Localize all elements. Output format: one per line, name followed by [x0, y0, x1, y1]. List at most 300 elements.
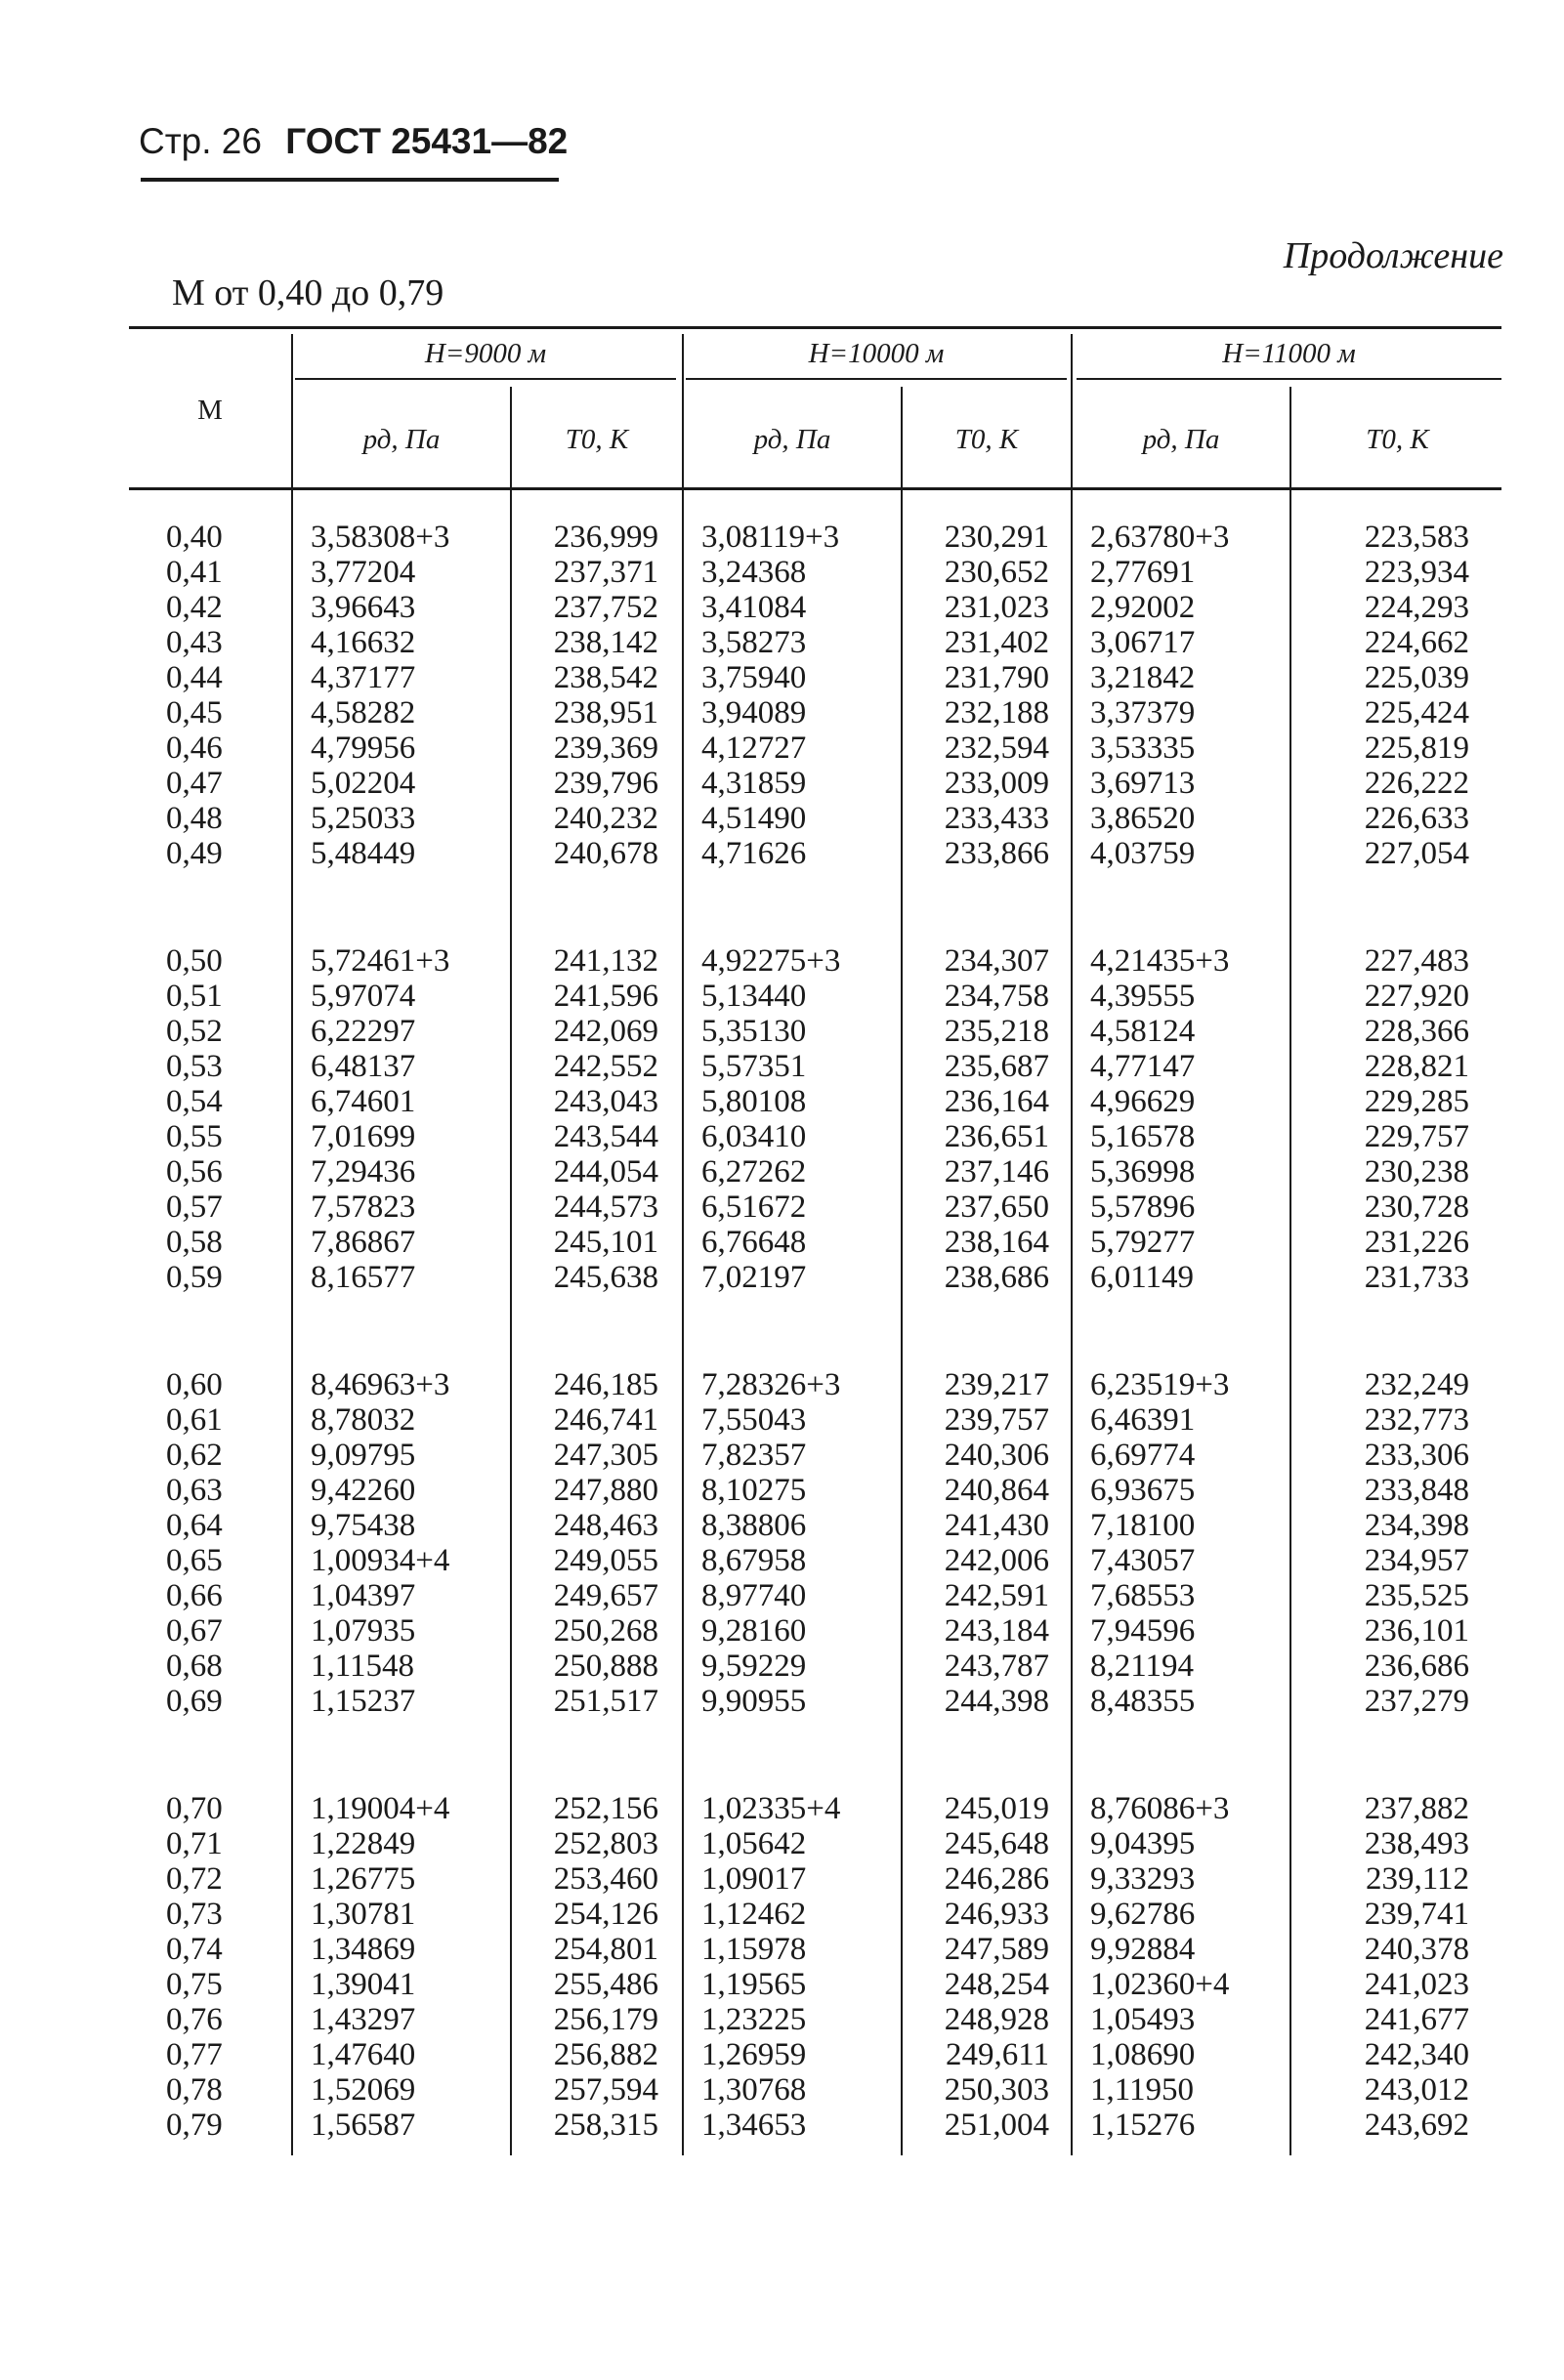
pressure-cell: 7,29436 — [311, 1154, 416, 1190]
temperature-cell: 237,146 — [944, 1154, 1049, 1190]
temperature-cell: 250,888 — [553, 1649, 658, 1684]
pressure-cell: 3,86520 — [1090, 801, 1196, 836]
temperature-cell: 232,594 — [944, 731, 1049, 766]
temperature-cell: 243,787 — [944, 1649, 1049, 1684]
temperature-cell: 255,486 — [553, 1967, 658, 2002]
pressure-cell: 6,69774 — [1090, 1438, 1196, 1473]
temperature-cell: 237,650 — [944, 1190, 1049, 1225]
temperature-cell: 231,402 — [944, 625, 1049, 660]
temperature-cell: 225,424 — [1364, 695, 1469, 731]
mach-cell: 0,68 — [166, 1649, 223, 1684]
temperature-cell: 249,055 — [553, 1543, 658, 1578]
temperature-cell: 242,006 — [944, 1543, 1049, 1578]
row-block — [701, 1791, 897, 2143]
pressure-cell: 5,36998 — [1090, 1154, 1196, 1190]
pressure-cell: 3,58273 — [701, 625, 807, 660]
pressure-cell: 9,59229 — [701, 1649, 807, 1684]
temperature-cell: 257,594 — [553, 2072, 658, 2108]
pressure-cell: 7,28326+3 — [701, 1367, 841, 1402]
temperature-cell: 249,657 — [553, 1578, 658, 1613]
temperature-cell: 235,525 — [1364, 1578, 1469, 1613]
pressure-cell: 4,77147 — [1090, 1049, 1196, 1084]
temperature-cell: 249,611 — [945, 2037, 1049, 2072]
temperature-cell: 243,043 — [553, 1084, 658, 1119]
temperature-cell: 240,378 — [1364, 1932, 1469, 1967]
pressure-cell: 3,41084 — [701, 590, 807, 625]
pressure-cell: 6,46391 — [1090, 1402, 1196, 1438]
temperature-cell: 234,957 — [1364, 1543, 1469, 1578]
pressure-cell: 7,94596 — [1090, 1613, 1196, 1649]
row-block — [1293, 1367, 1469, 1719]
pressure-cell: 5,97074 — [311, 979, 416, 1014]
pressure-cell: 3,08119+3 — [701, 520, 840, 555]
row-block — [166, 520, 264, 871]
pressure-cell: 7,68553 — [1090, 1578, 1196, 1613]
temperature-cell: 237,882 — [1364, 1791, 1469, 1826]
pressure-cell: 9,42260 — [311, 1473, 416, 1508]
temperature-cell: 246,185 — [553, 1367, 658, 1402]
pressure-cell: 8,46963+3 — [311, 1367, 450, 1402]
temperature-cell: 233,306 — [1364, 1438, 1469, 1473]
temperature-cell: 227,483 — [1364, 943, 1469, 979]
pressure-cell: 8,38806 — [701, 1508, 807, 1543]
mach-cell: 0,51 — [166, 979, 223, 1014]
pressure-cell: 3,37379 — [1090, 695, 1196, 731]
pressure-cell: 7,55043 — [701, 1402, 807, 1438]
pressure-cell: 3,24368 — [701, 555, 807, 590]
temperature-cell: 231,733 — [1364, 1260, 1469, 1295]
temperature-cell: 247,880 — [553, 1473, 658, 1508]
pressure-cell: 6,76648 — [701, 1225, 807, 1260]
pressure-cell: 1,43297 — [311, 2002, 416, 2037]
pressure-cell: 1,15237 — [311, 1684, 416, 1719]
pressure-cell: 1,07935 — [311, 1613, 416, 1649]
mach-cell: 0,65 — [166, 1543, 223, 1578]
pressure-cell: 6,23519+3 — [1090, 1367, 1230, 1402]
mach-cell: 0,45 — [166, 695, 223, 731]
temperature-cell: 238,164 — [944, 1225, 1049, 1260]
column-divider — [510, 387, 512, 2155]
temperature-cell: 239,112 — [1365, 1861, 1469, 1897]
temperature-cell: 241,430 — [944, 1508, 1049, 1543]
pressure-cell: 3,77204 — [311, 555, 416, 590]
mach-cell: 0,64 — [166, 1508, 223, 1543]
pressure-cell: 1,12462 — [701, 1897, 807, 1932]
temperature-cell: 256,882 — [553, 2037, 658, 2072]
pressure-cell: 1,30768 — [701, 2072, 807, 2108]
row-block — [905, 1791, 1049, 2143]
temperature-cell: 252,803 — [553, 1826, 658, 1861]
mach-cell: 0,79 — [166, 2108, 223, 2143]
pressure-cell: 7,57823 — [311, 1190, 416, 1225]
pressure-cell: 1,11548 — [311, 1649, 415, 1684]
mach-cell: 0,49 — [166, 836, 223, 871]
temperature-cell: 230,652 — [944, 555, 1049, 590]
group-label-9000: H=9000 м — [424, 338, 547, 369]
temperature-cell: 245,638 — [553, 1260, 658, 1295]
group-underline-11000 — [1077, 378, 1501, 380]
temperature-cell: 241,596 — [553, 979, 658, 1014]
mach-cell: 0,77 — [166, 2037, 223, 2072]
mach-cell: 0,78 — [166, 2072, 223, 2108]
temperature-cell: 238,142 — [553, 625, 658, 660]
pressure-cell: 1,19004+4 — [311, 1791, 450, 1826]
pressure-cell: 4,79956 — [311, 731, 416, 766]
temperature-cell: 244,054 — [553, 1154, 658, 1190]
temperature-cell: 247,589 — [944, 1932, 1049, 1967]
column-divider — [1289, 387, 1291, 2155]
header-temperature-11000: T0, К — [1366, 424, 1429, 455]
pressure-cell: 1,47640 — [311, 2037, 416, 2072]
temperature-cell: 254,126 — [553, 1897, 658, 1932]
mach-cell: 0,52 — [166, 1014, 223, 1049]
temperature-cell: 245,019 — [944, 1791, 1049, 1826]
pressure-cell: 8,16577 — [311, 1260, 416, 1295]
mach-cell: 0,70 — [166, 1791, 223, 1826]
pressure-cell: 4,96629 — [1090, 1084, 1196, 1119]
pressure-cell: 5,25033 — [311, 801, 416, 836]
temperature-cell: 226,633 — [1364, 801, 1469, 836]
page-header — [139, 121, 568, 162]
temperature-cell: 234,307 — [944, 943, 1049, 979]
pressure-cell: 4,03759 — [1090, 836, 1196, 871]
temperature-cell: 248,928 — [944, 2002, 1049, 2037]
pressure-cell: 9,90955 — [701, 1684, 807, 1719]
row-block — [514, 520, 658, 871]
pressure-cell: 8,67958 — [701, 1543, 807, 1578]
row-block — [1090, 1367, 1286, 1719]
row-block — [514, 1367, 658, 1719]
temperature-cell: 232,249 — [1364, 1367, 1469, 1402]
temperature-cell: 246,741 — [553, 1402, 658, 1438]
pressure-cell: 3,21842 — [1090, 660, 1196, 695]
pressure-cell: 9,62786 — [1090, 1897, 1196, 1932]
header-pressure-9000: рд, Па — [362, 424, 441, 455]
pressure-cell: 6,01149 — [1090, 1260, 1195, 1295]
row-block — [1293, 943, 1469, 1295]
pressure-cell: 4,71626 — [701, 836, 807, 871]
pressure-cell: 4,16632 — [311, 625, 416, 660]
temperature-cell: 254,801 — [553, 1932, 658, 1967]
pressure-cell: 5,80108 — [701, 1084, 807, 1119]
pressure-cell: 2,63780+3 — [1090, 520, 1230, 555]
temperature-cell: 243,544 — [553, 1119, 658, 1154]
continuation-label: Продолжение — [1283, 235, 1503, 276]
group-underline-10000 — [686, 378, 1067, 380]
temperature-cell: 240,232 — [553, 801, 658, 836]
column-divider — [291, 334, 293, 2155]
mach-cell: 0,42 — [166, 590, 223, 625]
pressure-cell: 1,39041 — [311, 1967, 416, 2002]
temperature-cell: 236,686 — [1364, 1649, 1469, 1684]
temperature-cell: 251,004 — [944, 2108, 1049, 2143]
group-label-10000: H=10000 м — [808, 338, 945, 369]
pressure-cell: 3,58308+3 — [311, 520, 450, 555]
pressure-cell: 3,53335 — [1090, 731, 1196, 766]
pressure-cell: 4,12727 — [701, 731, 807, 766]
pressure-cell: 1,05493 — [1090, 2002, 1196, 2037]
pressure-cell: 5,16578 — [1090, 1119, 1196, 1154]
pressure-cell: 8,78032 — [311, 1402, 416, 1438]
header-pressure-10000: рд, Па — [753, 424, 831, 455]
pressure-cell: 1,34653 — [701, 2108, 807, 2143]
pressure-cell: 7,43057 — [1090, 1543, 1196, 1578]
pressure-cell: 6,74601 — [311, 1084, 416, 1119]
temperature-cell: 235,687 — [944, 1049, 1049, 1084]
column-divider — [901, 387, 903, 2155]
temperature-cell: 246,286 — [944, 1861, 1049, 1897]
header-temperature-9000: T0, К — [565, 424, 629, 455]
column-divider — [1071, 334, 1073, 2155]
pressure-cell: 5,57896 — [1090, 1190, 1196, 1225]
mach-cell: 0,55 — [166, 1119, 223, 1154]
temperature-cell: 238,686 — [944, 1260, 1049, 1295]
temperature-cell: 246,933 — [944, 1897, 1049, 1932]
temperature-cell: 252,156 — [553, 1791, 658, 1826]
temperature-cell: 258,315 — [553, 2108, 658, 2143]
temperature-cell: 250,303 — [944, 2072, 1049, 2108]
pressure-cell: 7,82357 — [701, 1438, 807, 1473]
row-block — [311, 943, 506, 1295]
mach-cell: 0,54 — [166, 1084, 223, 1119]
temperature-cell: 240,678 — [553, 836, 658, 871]
temperature-cell: 231,790 — [944, 660, 1049, 695]
pressure-cell: 4,39555 — [1090, 979, 1196, 1014]
pressure-cell: 1,02335+4 — [701, 1791, 841, 1826]
mach-cell: 0,57 — [166, 1190, 223, 1225]
pressure-cell: 4,31859 — [701, 766, 807, 801]
temperature-cell: 243,692 — [1364, 2108, 1469, 2143]
temperature-cell: 250,268 — [553, 1613, 658, 1649]
mach-cell: 0,44 — [166, 660, 223, 695]
pressure-cell: 8,97740 — [701, 1578, 807, 1613]
temperature-cell: 235,218 — [944, 1014, 1049, 1049]
pressure-cell: 1,23225 — [701, 2002, 807, 2037]
temperature-cell: 245,101 — [553, 1225, 658, 1260]
page-number: Стр. 26 — [139, 121, 262, 161]
pressure-cell: 3,69713 — [1090, 766, 1196, 801]
row-block — [311, 1367, 506, 1719]
temperature-cell: 229,285 — [1364, 1084, 1469, 1119]
temperature-cell: 230,238 — [1364, 1154, 1469, 1190]
temperature-cell: 227,920 — [1364, 979, 1469, 1014]
pressure-cell: 1,00934+4 — [311, 1543, 450, 1578]
pressure-cell: 4,58282 — [311, 695, 416, 731]
pressure-cell: 1,11950 — [1090, 2072, 1195, 2108]
mach-cell: 0,67 — [166, 1613, 223, 1649]
row-block — [1293, 1791, 1469, 2143]
row-block — [514, 1791, 658, 2143]
mach-cell: 0,60 — [166, 1367, 223, 1402]
pressure-cell: 5,72461+3 — [311, 943, 450, 979]
temperature-cell: 251,517 — [553, 1684, 658, 1719]
temperature-cell: 231,226 — [1364, 1225, 1469, 1260]
pressure-cell: 8,48355 — [1090, 1684, 1196, 1719]
pressure-cell: 6,03410 — [701, 1119, 807, 1154]
mach-cell: 0,56 — [166, 1154, 223, 1190]
temperature-cell: 243,184 — [944, 1613, 1049, 1649]
temperature-cell: 245,648 — [944, 1826, 1049, 1861]
temperature-cell: 239,757 — [944, 1402, 1049, 1438]
header-underline — [141, 178, 559, 182]
temperature-cell: 223,934 — [1364, 555, 1469, 590]
mach-cell: 0,76 — [166, 2002, 223, 2037]
pressure-cell: 1,26959 — [701, 2037, 807, 2072]
mach-cell: 0,50 — [166, 943, 223, 979]
temperature-cell: 229,757 — [1364, 1119, 1469, 1154]
pressure-cell: 5,79277 — [1090, 1225, 1196, 1260]
temperature-cell: 239,217 — [944, 1367, 1049, 1402]
pressure-cell: 3,75940 — [701, 660, 807, 695]
temperature-cell: 253,460 — [553, 1861, 658, 1897]
temperature-cell: 232,773 — [1364, 1402, 1469, 1438]
data-table — [129, 326, 1501, 2157]
header-temperature-10000: T0, К — [954, 424, 1019, 455]
pressure-cell: 4,37177 — [311, 660, 416, 695]
pressure-cell: 1,08690 — [1090, 2037, 1196, 2072]
temperature-cell: 233,009 — [944, 766, 1049, 801]
temperature-cell: 241,132 — [553, 943, 658, 979]
pressure-cell: 3,94089 — [701, 695, 807, 731]
temperature-cell: 224,293 — [1364, 590, 1469, 625]
temperature-cell: 236,999 — [553, 520, 658, 555]
temperature-cell: 228,821 — [1364, 1049, 1469, 1084]
row-block — [701, 943, 897, 1295]
group-underline-9000 — [295, 378, 676, 380]
row-block — [1090, 943, 1286, 1295]
temperature-cell: 244,398 — [944, 1684, 1049, 1719]
pressure-cell: 6,93675 — [1090, 1473, 1196, 1508]
pressure-cell: 1,19565 — [701, 1967, 807, 2002]
pressure-cell: 1,09017 — [701, 1861, 807, 1897]
pressure-cell: 5,35130 — [701, 1014, 807, 1049]
pressure-cell: 7,02197 — [701, 1260, 807, 1295]
row-block — [905, 520, 1049, 871]
row-block — [514, 943, 658, 1295]
header-bottom-rule — [129, 487, 1501, 490]
temperature-cell: 225,819 — [1364, 731, 1469, 766]
temperature-cell: 236,101 — [1364, 1613, 1469, 1649]
mach-cell: 0,73 — [166, 1897, 223, 1932]
pressure-cell: 9,09795 — [311, 1438, 416, 1473]
pressure-cell: 1,04397 — [311, 1578, 416, 1613]
temperature-cell: 227,054 — [1364, 836, 1469, 871]
table-top-rule — [129, 326, 1501, 329]
temperature-cell: 238,493 — [1364, 1826, 1469, 1861]
pressure-cell: 2,77691 — [1090, 555, 1196, 590]
temperature-cell: 237,752 — [553, 590, 658, 625]
mach-cell: 0,69 — [166, 1684, 223, 1719]
pressure-cell: 1,26775 — [311, 1861, 416, 1897]
temperature-cell: 238,951 — [553, 695, 658, 731]
mach-cell: 0,72 — [166, 1861, 223, 1897]
mach-cell: 0,58 — [166, 1225, 223, 1260]
row-block — [1090, 520, 1286, 871]
mach-cell: 0,48 — [166, 801, 223, 836]
mach-cell: 0,71 — [166, 1826, 223, 1861]
temperature-cell: 234,398 — [1364, 1508, 1469, 1543]
header-m: М — [197, 395, 223, 426]
row-block — [905, 1367, 1049, 1719]
temperature-cell: 241,677 — [1364, 2002, 1469, 2037]
pressure-cell: 5,57351 — [701, 1049, 807, 1084]
pressure-cell: 8,21194 — [1090, 1649, 1195, 1684]
row-block — [166, 1367, 264, 1719]
temperature-cell: 223,583 — [1364, 520, 1469, 555]
pressure-cell: 4,51490 — [701, 801, 807, 836]
mach-cell: 0,40 — [166, 520, 223, 555]
pressure-cell: 4,92275+3 — [701, 943, 841, 979]
row-block — [311, 520, 506, 871]
column-divider — [682, 334, 684, 2155]
mach-cell: 0,43 — [166, 625, 223, 660]
pressure-cell: 9,75438 — [311, 1508, 416, 1543]
temperature-cell: 244,573 — [553, 1190, 658, 1225]
temperature-cell: 256,179 — [553, 2002, 658, 2037]
mach-cell: 0,41 — [166, 555, 223, 590]
pressure-cell: 9,92884 — [1090, 1932, 1196, 1967]
temperature-cell: 230,728 — [1364, 1190, 1469, 1225]
temperature-cell: 231,023 — [944, 590, 1049, 625]
temperature-cell: 224,662 — [1364, 625, 1469, 660]
temperature-cell: 239,796 — [553, 766, 658, 801]
temperature-cell: 236,651 — [944, 1119, 1049, 1154]
temperature-cell: 234,758 — [944, 979, 1049, 1014]
temperature-cell: 236,164 — [944, 1084, 1049, 1119]
temperature-cell: 243,012 — [1364, 2072, 1469, 2108]
pressure-cell: 1,15978 — [701, 1932, 807, 1967]
mach-cell: 0,75 — [166, 1967, 223, 2002]
pressure-cell: 7,18100 — [1090, 1508, 1196, 1543]
standard-number: ГОСТ 25431—82 — [285, 121, 569, 161]
temperature-cell: 233,433 — [944, 801, 1049, 836]
mach-cell: 0,59 — [166, 1260, 223, 1295]
temperature-cell: 247,305 — [553, 1438, 658, 1473]
temperature-cell: 242,552 — [553, 1049, 658, 1084]
pressure-cell: 1,02360+4 — [1090, 1967, 1230, 2002]
row-block — [905, 943, 1049, 1295]
temperature-cell: 248,254 — [944, 1967, 1049, 2002]
temperature-cell: 239,369 — [553, 731, 658, 766]
row-block — [1090, 1791, 1286, 2143]
row-block — [311, 1791, 506, 2143]
pressure-cell: 3,06717 — [1090, 625, 1196, 660]
pressure-cell: 6,22297 — [311, 1014, 416, 1049]
temperature-cell: 233,866 — [944, 836, 1049, 871]
pressure-cell: 6,27262 — [701, 1154, 807, 1190]
group-label-11000: H=11000 м — [1222, 338, 1356, 369]
pressure-cell: 3,96643 — [311, 590, 416, 625]
pressure-cell: 1,34869 — [311, 1932, 416, 1967]
pressure-cell: 4,21435+3 — [1090, 943, 1230, 979]
mach-cell: 0,62 — [166, 1438, 223, 1473]
mach-cell: 0,66 — [166, 1578, 223, 1613]
pressure-cell: 4,58124 — [1090, 1014, 1196, 1049]
mach-cell: 0,53 — [166, 1049, 223, 1084]
temperature-cell: 240,864 — [944, 1473, 1049, 1508]
pressure-cell: 6,48137 — [311, 1049, 416, 1084]
pressure-cell: 8,10275 — [701, 1473, 807, 1508]
row-block — [1293, 520, 1469, 871]
pressure-cell: 5,02204 — [311, 766, 416, 801]
pressure-cell: 9,28160 — [701, 1613, 807, 1649]
temperature-cell: 226,222 — [1364, 766, 1469, 801]
row-block — [701, 520, 897, 871]
mach-cell: 0,46 — [166, 731, 223, 766]
mach-cell: 0,63 — [166, 1473, 223, 1508]
temperature-cell: 242,069 — [553, 1014, 658, 1049]
temperature-cell: 228,366 — [1364, 1014, 1469, 1049]
